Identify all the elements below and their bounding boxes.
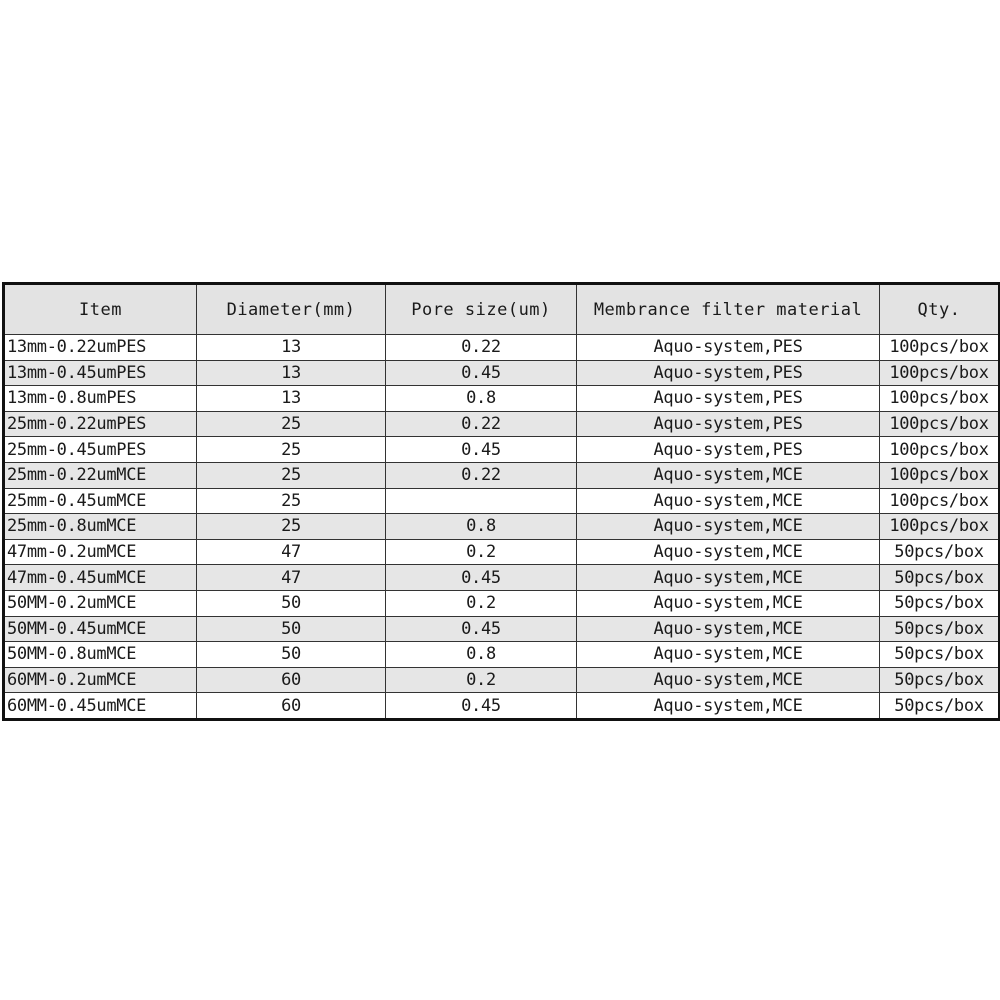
cell-pore-size: 0.2 [386,590,577,616]
cell-item: 47mm-0.45umMCE [4,565,197,591]
cell-diameter: 25 [197,437,386,463]
table-row [4,360,1000,386]
cell-pore-size: 0.8 [386,386,577,412]
cell-qty: 100pcs/box [880,462,1000,488]
cell-material: Aquo-system,MCE [577,488,880,514]
cell-pore-size: 0.45 [386,616,577,642]
cell-item: 60MM-0.45umMCE [4,693,197,720]
cell-diameter: 60 [197,693,386,720]
cell-pore-size: 0.2 [386,667,577,693]
cell-pore-size: 0.2 [386,539,577,565]
cell-diameter: 25 [197,514,386,540]
cell-qty: 50pcs/box [880,616,1000,642]
cell-diameter: 50 [197,616,386,642]
cell-material: Aquo-system,PES [577,437,880,463]
table-row [4,335,1000,361]
table-row [4,514,1000,540]
header-material: Membrance filter material [577,284,880,335]
cell-material: Aquo-system,MCE [577,693,880,720]
cell-pore-size: 0.22 [386,462,577,488]
cell-pore-size: 0.45 [386,437,577,463]
cell-item: 50MM-0.8umMCE [4,642,197,668]
cell-qty: 50pcs/box [880,693,1000,720]
cell-qty: 50pcs/box [880,590,1000,616]
cell-qty: 100pcs/box [880,411,1000,437]
cell-material: Aquo-system,PES [577,335,880,361]
cell-pore-size: 0.22 [386,335,577,361]
cell-item: 13mm-0.8umPES [4,386,197,412]
table-row [4,411,1000,437]
cell-item: 13mm-0.22umPES [4,335,197,361]
cell-qty: 100pcs/box [880,488,1000,514]
cell-item: 50MM-0.2umMCE [4,590,197,616]
cell-qty: 100pcs/box [880,386,1000,412]
cell-item: 25mm-0.22umMCE [4,462,197,488]
cell-material: Aquo-system,PES [577,411,880,437]
cell-item: 13mm-0.45umPES [4,360,197,386]
cell-material: Aquo-system,MCE [577,462,880,488]
header-item: Item [4,284,197,335]
cell-pore-size: 0.45 [386,565,577,591]
cell-material: Aquo-system,MCE [577,667,880,693]
cell-qty: 50pcs/box [880,565,1000,591]
cell-item: 25mm-0.45umMCE [4,488,197,514]
cell-pore-size: 0.22 [386,411,577,437]
table-row [4,488,1000,514]
cell-qty: 50pcs/box [880,667,1000,693]
table-row [4,642,1000,668]
table-row [4,565,1000,591]
cell-diameter: 25 [197,488,386,514]
cell-pore-size: 0.8 [386,642,577,668]
cell-qty: 100pcs/box [880,335,1000,361]
header-qty: Qty. [880,284,1000,335]
spec-table [2,282,1000,721]
cell-diameter: 13 [197,386,386,412]
cell-material: Aquo-system,MCE [577,590,880,616]
cell-pore-size: 0.45 [386,360,577,386]
table-body [4,335,1000,720]
cell-material: Aquo-system,MCE [577,514,880,540]
cell-item: 25mm-0.8umMCE [4,514,197,540]
cell-pore-size: 0.8 [386,514,577,540]
cell-item: 60MM-0.2umMCE [4,667,197,693]
table-row [4,693,1000,720]
cell-qty: 50pcs/box [880,539,1000,565]
cell-diameter: 47 [197,539,386,565]
table-row [4,462,1000,488]
cell-item: 25mm-0.45umPES [4,437,197,463]
cell-material: Aquo-system,MCE [577,539,880,565]
cell-diameter: 25 [197,462,386,488]
cell-diameter: 50 [197,590,386,616]
table-row [4,539,1000,565]
header-pore-size: Pore size(um) [386,284,577,335]
cell-diameter: 13 [197,360,386,386]
cell-qty: 100pcs/box [880,514,1000,540]
cell-pore-size [386,488,577,514]
cell-diameter: 13 [197,335,386,361]
cell-material: Aquo-system,MCE [577,616,880,642]
cell-item: 47mm-0.2umMCE [4,539,197,565]
cell-diameter: 25 [197,411,386,437]
table-row [4,667,1000,693]
cell-pore-size: 0.45 [386,693,577,720]
header-diameter: Diameter(mm) [197,284,386,335]
cell-material: Aquo-system,MCE [577,565,880,591]
cell-qty: 50pcs/box [880,642,1000,668]
table-header-row [4,284,1000,335]
table-row [4,616,1000,642]
cell-item: 50MM-0.45umMCE [4,616,197,642]
cell-diameter: 47 [197,565,386,591]
cell-material: Aquo-system,PES [577,386,880,412]
cell-qty: 100pcs/box [880,360,1000,386]
cell-diameter: 60 [197,667,386,693]
table-row [4,590,1000,616]
cell-diameter: 50 [197,642,386,668]
table-row [4,386,1000,412]
table-row [4,437,1000,463]
cell-material: Aquo-system,MCE [577,642,880,668]
cell-material: Aquo-system,PES [577,360,880,386]
cell-item: 25mm-0.22umPES [4,411,197,437]
cell-qty: 100pcs/box [880,437,1000,463]
